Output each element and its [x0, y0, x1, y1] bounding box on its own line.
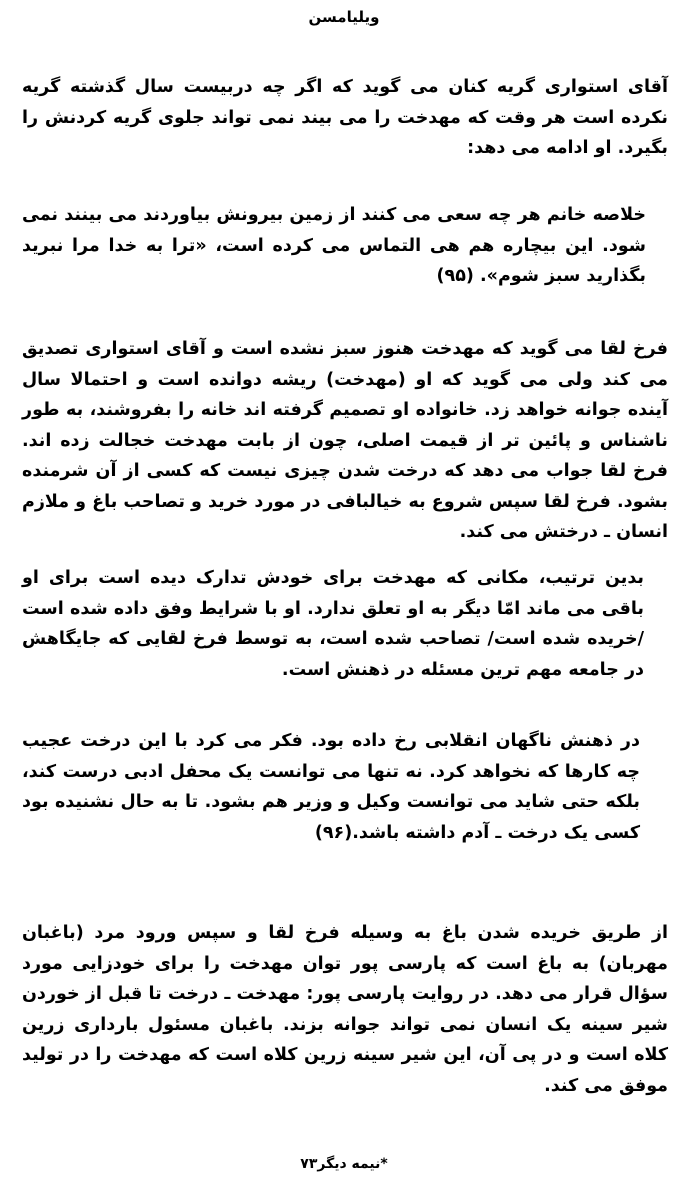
block-quote-95: خلاصه خانم هر چه سعی می کنند از زمین بیرونش بیاوردند می بینند نمی شود. این بیچاره هم هی التماس می کرده است، «ترا به خدا مرا نبرید بگذارید سبز شوم». (۹۵) — [22, 205, 646, 286]
page-footer: نیمه دیگر۷۳* — [300, 1156, 388, 1172]
running-header: ویلیامسن — [308, 8, 380, 26]
paragraph-1: آقای استواری گریه کنان می گوید که اگر چه دربیست سال گذشته گریه نکرده است هر وقت که مهدخت را می بیند نمی تواند جلوی گریه کردنش را بگیرد. او ادامه می دهد: — [22, 77, 668, 158]
paragraph-2: فرخ لقا می گوید که مهدخت هنوز سبز نشده است و آقای استواری تصدیق می کند ولی می گوید که او (مهدخت) ریشه دوانده است و احتمالا سال آینده جوانه خواهد زد. خانواده او تصمیم گرفته اند خانه را بفروشند، به طور ناشناس و پائین تر از قیمت اصلی، چون از بابت مهدخت خجالت زده اند. فرخ لقا جواب می دهد که درخت شدن چیزی نیست که کسی از آن شرمنده بشود. فرخ لقا سپس شروع به خیالبافی در مورد خرید و تصاحب باغ و ملازم انسان ـ درختش می کند. — [22, 339, 668, 542]
block-quote-96: در ذهنش ناگهان انقلابی رخ داده بود. فکر می کرد با این درخت عجیب چه کارها که نخواهد کرد. نه تنها می توانست یک محفل ادبی درست کند، بلکه حتی شاید می توانست وکیل و وزیر هم بشود. تا به حال نشنیده بود کسی یک درخت ـ آدم داشته باشد.(۹۶) — [22, 731, 640, 843]
paragraph-4: از طریق خریده شدن باغ به وسیله فرخ لقا و سپس ورود مرد (باغبان مهربان) به باغ است که پارسی پور توان مهدخت را برای خودزایی مورد سؤال قرار می دهد. در روایت پارسی پور: مهدخت ـ درخت تا قبل از خوردن شیر سینه یک انسان نمی تواند جوانه بزند. باغبان مسئول بارداری زرین کلاه است و در پی آن، این شیر سینه زرین کلاه است که مهدخت را در تولید موفق می کند. — [22, 923, 668, 1096]
paragraph-3: بدین ترتیب، مکانی که مهدخت برای خودش تدارک دیده است برای او باقی می ماند امّا دیگر به او تعلق ندارد. او با شرایط وفق داده شده است /خریده شده است/ تصاحب شده است، به توسط فرخ لقایی که جایگاهش در جامعه مهم ترین مسئله در ذهنش است. — [22, 568, 644, 680]
